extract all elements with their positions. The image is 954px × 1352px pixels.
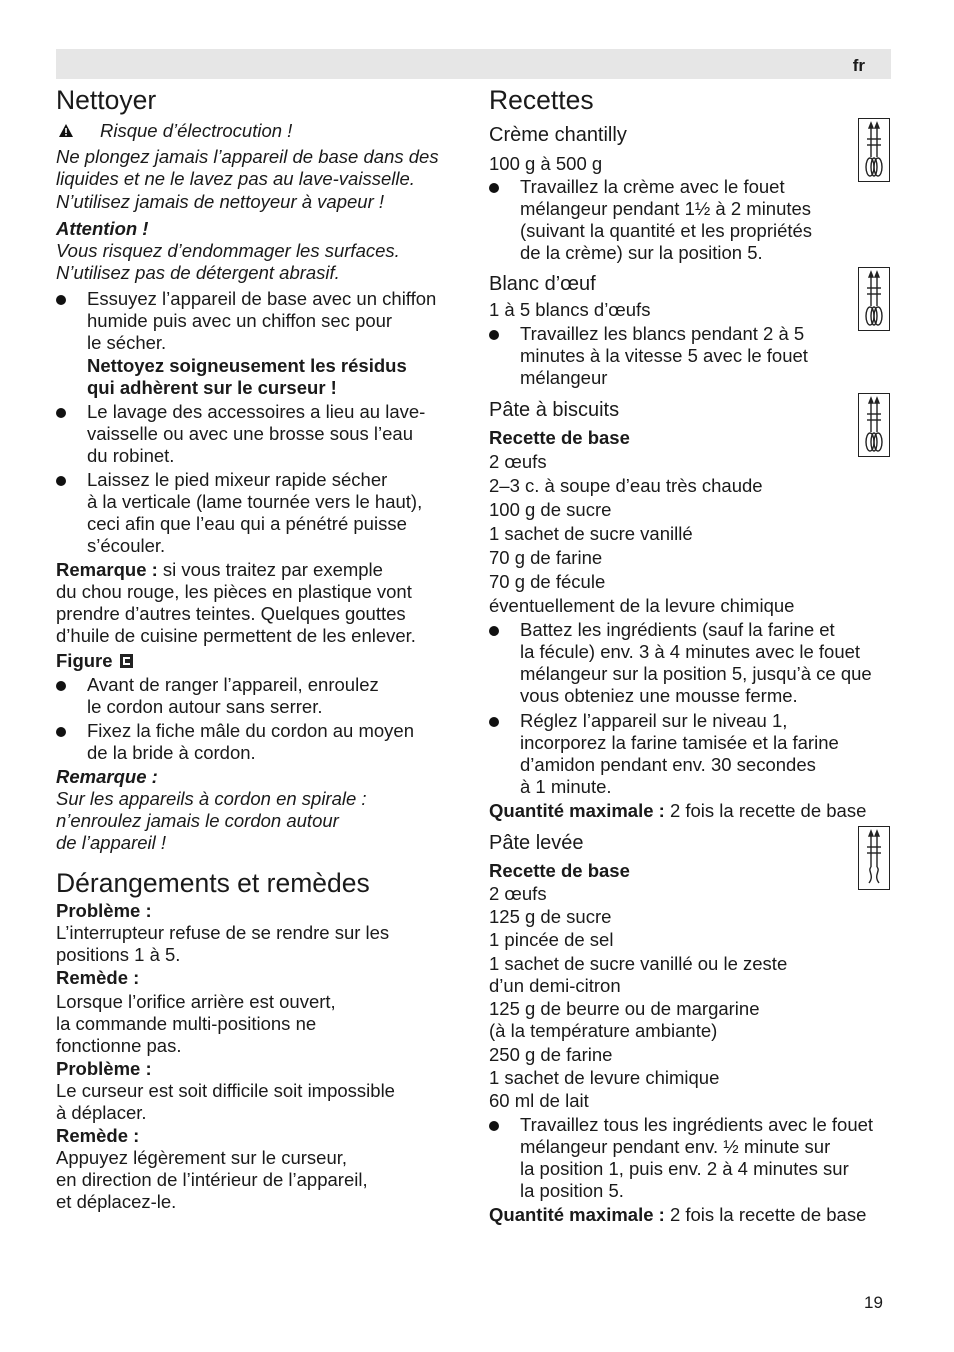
max-quantity-label: Quantité maximale :: [489, 1204, 665, 1225]
list-item-text: mélangeur: [520, 367, 608, 388]
electrocution-warning: [56, 120, 466, 142]
remark-text: Sur les appareils à cordon en spirale :: [56, 788, 367, 809]
list-item-text: de la crème) sur la position 5.: [520, 242, 763, 263]
ingredient: 1 pincée de sel: [489, 929, 614, 950]
section-title-recettes: Recettes: [489, 85, 594, 115]
recipe-pate-levee: [489, 831, 899, 1226]
list-item: [489, 176, 899, 264]
remark-label: Remarque :: [56, 559, 158, 580]
remark-text: d’huile de cuisine permettent de les enlever.: [56, 625, 416, 646]
remark-label: Remarque :: [56, 766, 158, 787]
ingredient: 125 g de beurre ou de margarine: [489, 998, 760, 1019]
list-item-text: Essuyez l’appareil de base avec un chiffon: [87, 288, 437, 309]
list-item-text: Le lavage des accessoires a lieu au lave-: [87, 401, 426, 422]
base-recipe-label: Recette de base: [489, 860, 630, 881]
max-quantity-value: 2 fois la recette de base: [664, 800, 867, 821]
figure-reference: [56, 650, 466, 672]
ingredient: d’un demi-citron: [489, 975, 621, 996]
problem-text: à déplacer.: [56, 1102, 147, 1123]
recipe-quantity: 100 g à 500 g: [489, 153, 603, 174]
recipe-title: Crème chantilly: [489, 124, 627, 146]
ingredient: 2 œufs: [489, 883, 547, 904]
list-item-text: Avant de ranger l’appareil, enroulez: [87, 674, 379, 695]
remark-text: si vous traitez par exemple: [157, 559, 383, 580]
dough-hook-attachment-icon: [858, 826, 890, 890]
list-item: [489, 619, 899, 707]
bullet-icon: [56, 727, 66, 737]
max-quantity: [489, 800, 899, 822]
whisk-attachment-icon: [858, 267, 890, 331]
list-item-text: Travaillez tous les ingrédients avec le fouet: [520, 1114, 874, 1135]
warning-line: Ne plongez jamais l’appareil de base dans des: [56, 146, 439, 167]
figure-e-icon: [120, 654, 133, 668]
remark-text: n’enroulez jamais le cordon autour: [56, 810, 339, 831]
list-item-text: du robinet.: [87, 445, 175, 466]
remedy-text: Appuyez légèrement sur le curseur,: [56, 1147, 348, 1168]
page-number: 19: [864, 1293, 883, 1312]
list-item-text: ceci afin que l’eau qui a pénétré puisse: [87, 513, 407, 534]
list-item-note: Nettoyez soigneusement les résidus: [87, 355, 407, 376]
remedy-text: fonctionne pas.: [56, 1035, 182, 1056]
list-item-text: humide puis avec un chiffon sec pour: [87, 310, 393, 331]
list-item-text: vaisselle ou avec une brosse sous l’eau: [87, 423, 413, 444]
header-bar: [56, 49, 891, 79]
recipe-creme-chantilly: [489, 123, 899, 264]
recipe-pate-biscuits: [489, 398, 899, 822]
section-title-nettoyer: Nettoyer: [56, 85, 157, 115]
problem-text: positions 1 à 5.: [56, 944, 181, 965]
remark-text: de l’appareil !: [56, 832, 167, 853]
bullet-icon: [56, 476, 66, 486]
recipe-quantity: 1 à 5 blancs d’œufs: [489, 299, 651, 320]
list-item-text: Fixez la fiche mâle du cordon au moyen: [87, 720, 415, 741]
list-item-text: la position 5.: [520, 1180, 624, 1201]
list-item-text: Travaillez la crème avec le fouet: [520, 176, 785, 197]
bullet-icon: [489, 717, 499, 727]
list-item-text: Laissez le pied mixeur rapide sécher: [87, 469, 388, 490]
bullet-icon: [56, 295, 66, 305]
list-item-text: s’écouler.: [87, 535, 166, 556]
list-item-text: mélangeur pendant 1½ à 2 minutes: [520, 198, 812, 219]
right-column: [489, 84, 899, 1226]
remark-paragraph: [56, 559, 466, 581]
list-item-text: à la verticale (lame tournée vers le haut),: [87, 491, 423, 512]
base-recipe-label: Recette de base: [489, 427, 630, 448]
bullet-icon: [489, 330, 499, 340]
list-item-text: d’amidon pendant env. 30 secondes: [520, 754, 816, 775]
language-label: fr: [852, 56, 865, 75]
problem-text: L’interrupteur refuse de se rendre sur les: [56, 922, 390, 943]
list-item-text: mélangeur pendant env. ½ minute sur: [520, 1136, 831, 1157]
bullet-icon: [489, 183, 499, 193]
remedy-text: la commande multi-positions ne: [56, 1013, 317, 1034]
list-item-text: incorporez la farine tamisée et la farine: [520, 732, 839, 753]
remark-text: prendre d’autres teintes. Quelques gouttes: [56, 603, 406, 624]
remedy-label: Remède :: [56, 967, 140, 988]
remedy-text: en direction de l’intérieur de l’appareil,: [56, 1169, 368, 1190]
attention-line: N’utilisez pas de détergent abrasif.: [56, 262, 340, 283]
ingredient: 1 sachet de levure chimique: [489, 1067, 720, 1088]
bullet-icon: [489, 1121, 499, 1131]
list-item-text: Réglez l’appareil sur le niveau 1,: [520, 710, 788, 731]
attention-line: Vous risquez d’endommager les surfaces.: [56, 240, 400, 261]
remedy-label: Remède :: [56, 1125, 140, 1146]
recipe-title: Blanc d’œuf: [489, 273, 596, 295]
list-item-text: le cordon autour sans serrer.: [87, 696, 323, 717]
recipe-blanc-oeuf: [489, 272, 899, 389]
list-item-text: (suivant la quantité et les propriétés: [520, 220, 813, 241]
ingredient: 60 ml de lait: [489, 1090, 589, 1111]
bullet-icon: [56, 681, 66, 691]
ingredient: 125 g de sucre: [489, 906, 612, 927]
ingredient: 1 sachet de sucre vanillé ou le zeste: [489, 953, 788, 974]
list-item: [56, 469, 466, 557]
problem-label: Problème :: [56, 900, 152, 921]
bullet-icon: [56, 408, 66, 418]
ingredient: 1 sachet de sucre vanillé: [489, 523, 693, 544]
whisk-attachment-icon: [858, 393, 890, 457]
list-item: [56, 720, 466, 764]
ingredient: 70 g de farine: [489, 547, 603, 568]
warning-line: liquides et ne le lavez pas au lave-vaisselle.: [56, 168, 415, 189]
ingredient: 250 g de farine: [489, 1044, 613, 1065]
left-column: [56, 84, 466, 1213]
list-item-text: le sécher.: [87, 332, 167, 353]
warning-line: N’utilisez jamais de nettoyeur à vapeur !: [56, 191, 385, 212]
list-item-note: qui adhèrent sur le curseur !: [87, 377, 337, 398]
figure-label: Figure: [56, 650, 113, 671]
max-quantity-value: 2 fois la recette de base: [664, 1204, 867, 1225]
ingredient: 100 g de sucre: [489, 499, 612, 520]
warning-triangle-icon: [58, 123, 74, 138]
ingredient: (à la température ambiante): [489, 1020, 718, 1041]
problem-label: Problème :: [56, 1058, 152, 1079]
list-item-text: mélangeur sur la position 5, jusqu’à ce que: [520, 663, 872, 684]
whisk-attachment-icon: [858, 118, 890, 182]
list-item: [56, 288, 466, 399]
list-item: [489, 1114, 899, 1202]
ingredient: éventuellement de la levure chimique: [489, 595, 795, 616]
list-item: [489, 710, 899, 798]
list-item-text: vous obteniez une mousse ferme.: [520, 685, 798, 706]
remark-text: du chou rouge, les pièces en plastique vont: [56, 581, 412, 602]
recipe-title: Pâte levée: [489, 832, 584, 854]
list-item-text: la position 1, puis env. 2 à 4 minutes sur: [520, 1158, 849, 1179]
bullet-icon: [489, 626, 499, 636]
list-item-text: Travaillez les blancs pendant 2 à 5: [520, 323, 805, 344]
list-item-text: Battez les ingrédients (sauf la farine et: [520, 619, 835, 640]
remedy-text: Lorsque l’orifice arrière est ouvert,: [56, 991, 336, 1012]
list-item: [56, 401, 466, 467]
list-item-text: la fécule) env. 3 à 4 minutes avec le fouet: [520, 641, 861, 662]
section-title-derangements: Dérangements et remèdes: [56, 868, 370, 898]
max-quantity: [489, 1204, 899, 1226]
ingredient: 2–3 c. à soupe d’eau très chaude: [489, 475, 763, 496]
ingredient: 70 g de fécule: [489, 571, 606, 592]
list-item-text: de la bride à cordon.: [87, 742, 256, 763]
problem-text: Le curseur est soit difficile soit impossible: [56, 1080, 395, 1101]
attention-title: Attention !: [56, 218, 149, 239]
list-item-text: à 1 minute.: [520, 776, 612, 797]
list-item: [489, 323, 899, 389]
ingredient: 2 œufs: [489, 451, 547, 472]
warning-title: Risque d’électrocution !: [100, 120, 293, 141]
remedy-text: et déplacez-le.: [56, 1191, 177, 1212]
recipe-title: Pâte à biscuits: [489, 399, 620, 421]
list-item-text: minutes à la vitesse 5 avec le fouet: [520, 345, 808, 366]
max-quantity-label: Quantité maximale :: [489, 800, 665, 821]
list-item: [56, 674, 466, 718]
